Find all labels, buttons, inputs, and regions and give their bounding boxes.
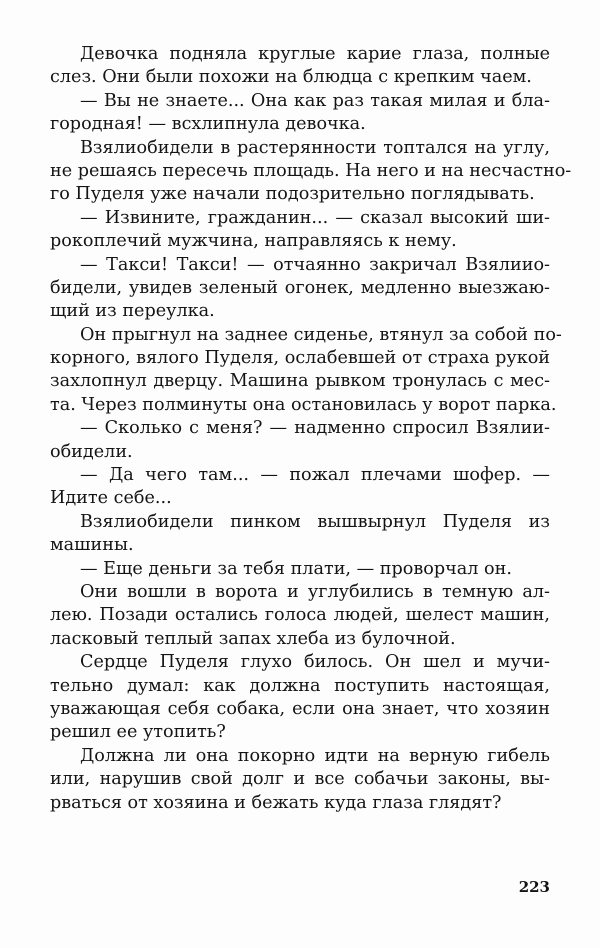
text-line: городная! — всхлипнула девочка. — [50, 114, 366, 135]
text-line: уважающая себя собака, если она знает, что хозяин — [50, 698, 550, 719]
text-line: машины. — [50, 535, 134, 556]
text-line: рокоплечий мужчина, направляясь к нему. — [50, 231, 457, 252]
text-line: Сердце Пуделя глухо билось. Он шел и мучи- — [80, 652, 550, 673]
text-line: — Такси! Такси! — отчаянно закричал Взялиио- — [80, 254, 550, 275]
text-line: Должна ли она покорно идти на верную гибель — [80, 745, 550, 766]
text-line: обидели. — [50, 441, 133, 462]
text-line: — Сколько с меня? — надменно спросил Взялии- — [80, 418, 550, 439]
text-line: не решаясь пересечь площадь. На него и на несчастно- — [50, 160, 572, 181]
text-line: рваться от хозяина и бежать куда глаза глядят? — [50, 792, 502, 813]
page-number: 223 — [518, 878, 550, 896]
text-line: — Извините, гражданин... — сказал высокий ши- — [80, 207, 550, 228]
text-line: — Вы не знаете... Она как раз такая милая и бла- — [80, 90, 550, 111]
text-line: корного, вялого Пуделя, ослабевшей от страха рукой — [50, 348, 551, 369]
text-line: слез. Они были похожи на блюдца с крепким чаем. — [50, 67, 532, 88]
body-text — [50, 43, 572, 815]
text-line: — Еще деньги за тебя плати, — проворчал он. — [80, 558, 512, 579]
text-line: щий из переулка. — [50, 301, 215, 322]
text-line: Взялиобидели пинком вышвырнул Пуделя из — [80, 511, 550, 532]
text-line: тельно думал: как должна поступить настоящая, — [50, 675, 550, 696]
text-line: лею. Позади остались голоса людей, шелест машин, — [50, 605, 550, 626]
text-line: та. Через полминуты она остановилась у ворот парка. — [50, 394, 557, 415]
text-line: — Да чего там... — пожал плечами шофер. — — [80, 465, 550, 486]
text-line: Взялиобидели в растерянности топтался на углу, — [80, 137, 550, 158]
text-line: бидели, увидев зеленый огонек, медленно выезжаю- — [50, 277, 550, 298]
text-line: решил ее утопить? — [50, 722, 226, 743]
text-line: ласковый теплый запах хлеба из булочной. — [50, 628, 456, 649]
text-line: го Пуделя уже начали подозрительно поглядывать. — [50, 184, 535, 205]
text-line: или, нарушив свой долг и все собачьи законы, вы- — [50, 769, 550, 790]
text-line: Девочка подняла круглые карие глаза, полные — [80, 44, 550, 64]
text-line: Идите себе... — [50, 488, 172, 509]
text-line: захлопнул дверцу. Машина рывком тронулась с мес- — [50, 371, 550, 392]
text-line: Они вошли в ворота и углубились в темную ал- — [80, 581, 550, 602]
text-line: Он прыгнул на заднее сиденье, втянул за собой по- — [80, 324, 562, 345]
